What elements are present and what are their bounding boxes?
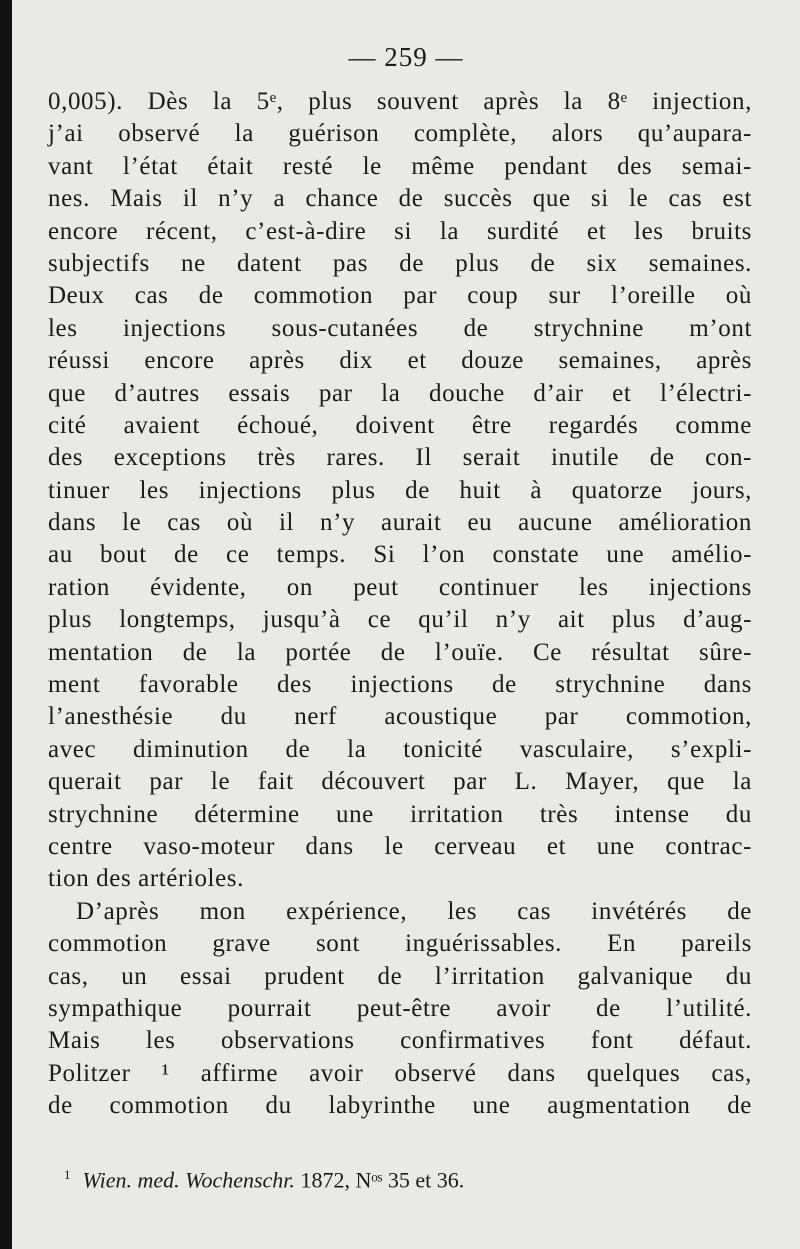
text-line: vant l’état était resté le même pendant des semai- [48, 152, 752, 180]
text-line: cas, un essai prudent de l’irritation galvanique du [48, 962, 752, 990]
text-line: de commotion du labyrinthe une augmentation de [48, 1092, 752, 1120]
text-line: tinuer les injections plus de huit à quatorze jours, [48, 476, 752, 504]
text-line: Mais les observations confirmatives font défaut. [48, 1027, 752, 1055]
text-line: sympathique pourrait peut-être avoir de l’utilité. [48, 994, 752, 1022]
text-line: mentation de la portée de l’ouïe. Ce résultat sûre- [48, 638, 752, 666]
footnote-reference: 1872, Nᵒˢ 35 et 36. [294, 1167, 465, 1193]
text-line: tion des artérioles. [48, 865, 244, 893]
text-line: l’anesthésie du nerf acoustique par commotion, [48, 703, 752, 731]
text-line: les injections sous-cutanées de strychnine m’ont [48, 314, 752, 342]
book-page [12, 0, 800, 1249]
text-line: centre vaso-moteur dans le cerveau et une contrac- [48, 832, 752, 860]
footnote-marker: 1 [64, 1167, 71, 1182]
text-line: D’après mon expérience, les cas invétérés de [76, 897, 752, 925]
text-line: ration évidente, on peut continuer les injections [48, 573, 752, 601]
footnote [48, 1160, 752, 1195]
text-line: réussi encore après dix et douze semaines, après [48, 347, 752, 375]
text-line: querait par le fait découvert par L. Mayer, que la [48, 768, 752, 796]
text-line: cité avaient échoué, doivent être regardés comme [48, 411, 752, 439]
text-line: au bout de ce temps. Si l’on constate une amélio- [48, 541, 752, 569]
text-line: des exceptions très rares. Il serait inutile de con- [48, 444, 752, 472]
text-line: Politzer ¹ affirme avoir observé dans quelques cas, [48, 1059, 752, 1087]
body-text [48, 86, 752, 1123]
text-line: 0,005). Dès la 5ᵉ, plus souvent après la 8ᵉ injection, [48, 88, 752, 115]
text-line: plus longtemps, jusqu’à ce qu’il n’y ait plus d’aug- [48, 606, 752, 634]
text-line: nes. Mais il n’y a chance de succès que si le cas est [48, 185, 752, 213]
text-line: que d’autres essais par la douche d’air et l’électri- [48, 379, 752, 407]
text-line: avec diminution de la tonicité vasculaire, s’expli- [48, 735, 752, 763]
text-line: subjectifs ne datent pas de plus de six semaines. [48, 249, 752, 277]
text-line: ment favorable des injections de strychnine dans [48, 671, 752, 699]
text-line: strychnine détermine une irritation très intense du [48, 800, 752, 828]
footnote-journal: Wien. med. Wochenschr. [82, 1167, 295, 1193]
text-line: Deux cas de commotion par coup sur l’oreille où [48, 282, 752, 310]
text-line: j’ai observé la guérison complète, alors qu’aupara- [48, 120, 752, 148]
text-line: dans le cas où il n’y aurait eu aucune amélioration [48, 509, 752, 537]
text-line: commotion grave sont inguérissables. En pareils [48, 930, 752, 958]
text-line: encore récent, c’est-à-dire si la surdité et les bruits [48, 217, 752, 245]
page-number: — 259 — [348, 42, 464, 72]
